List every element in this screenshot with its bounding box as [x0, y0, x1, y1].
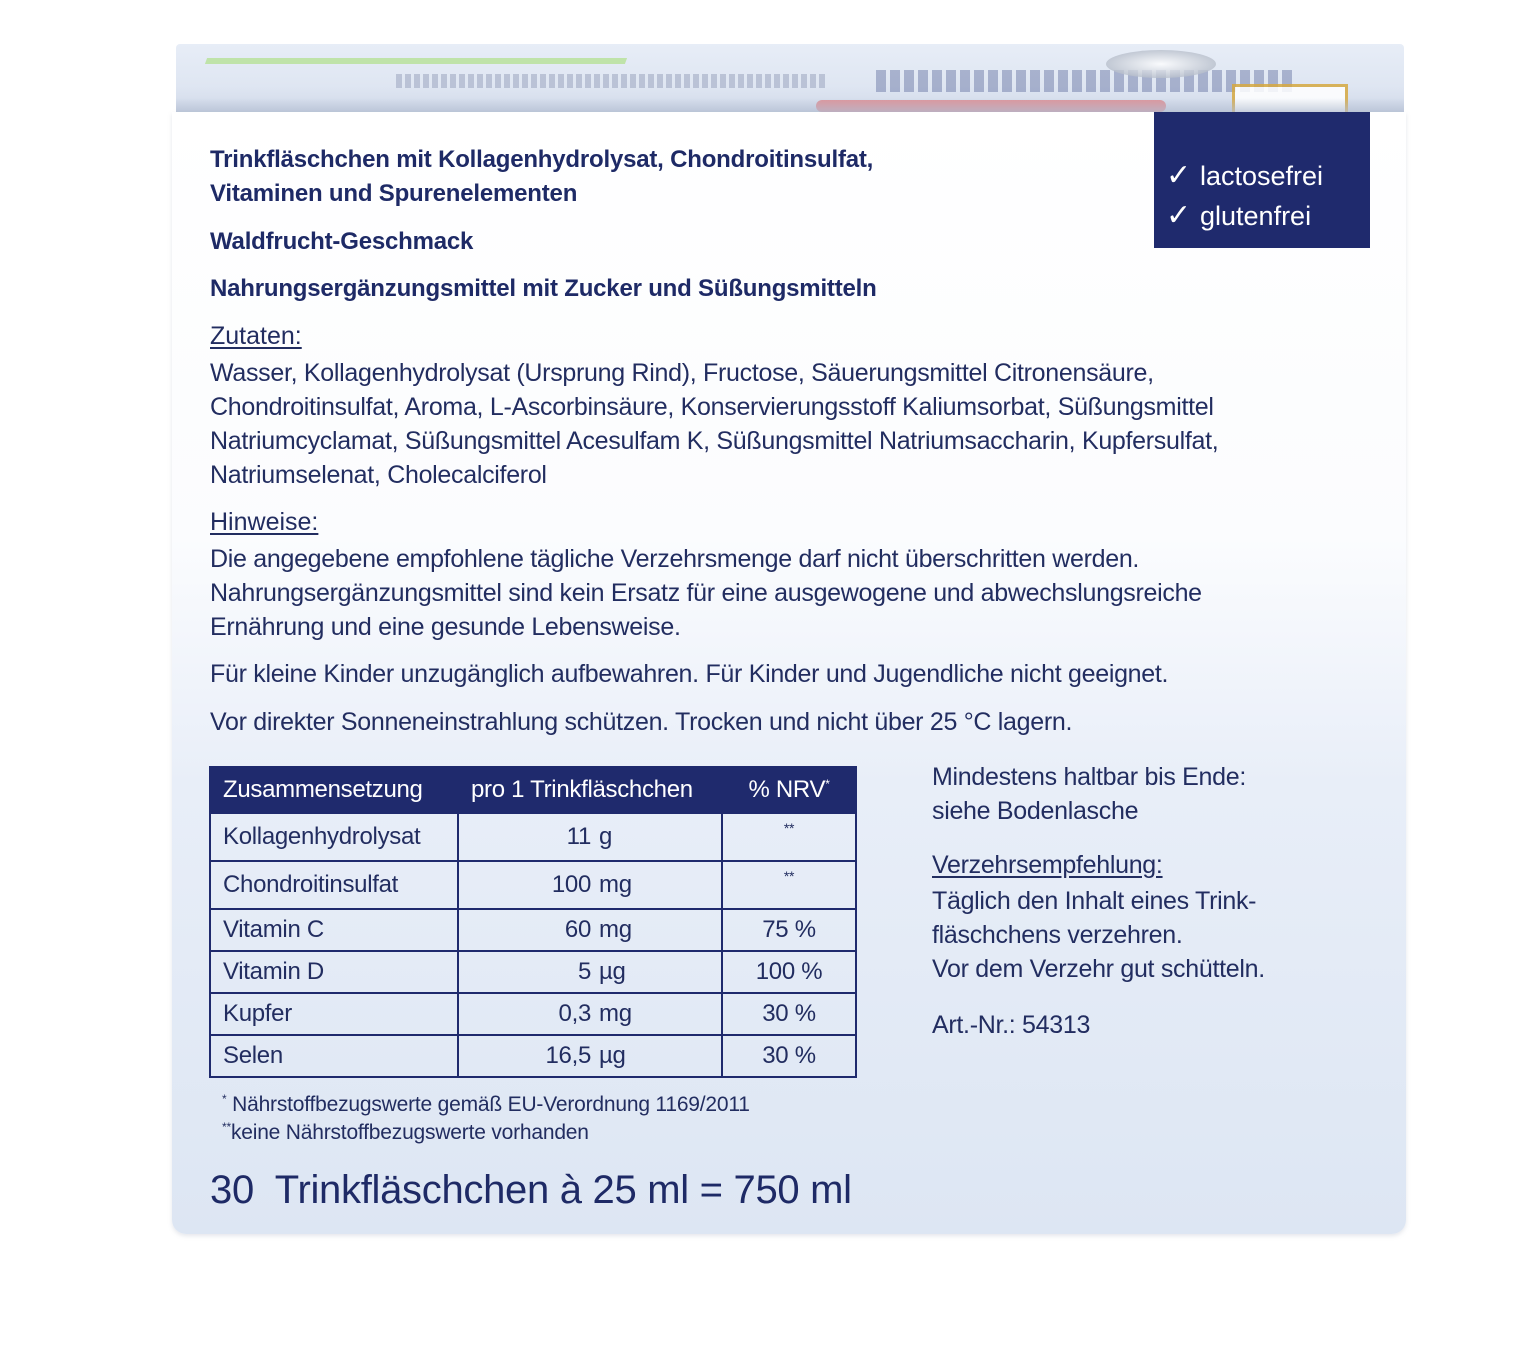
footnote-text: Nährstoffbezugswerte gemäß EU-Verordnung 1169/2011 — [232, 1093, 750, 1116]
ingredients-line: Wasser, Kollagenhydrolysat (Ursprung Rind), Fructose, Säuerungsmittel Citronensäure, — [210, 359, 1154, 387]
amount-value: 60 — [564, 916, 591, 943]
amount-unit: µg — [599, 958, 626, 985]
lactose-free-label: lactosefrei — [1200, 161, 1324, 191]
check-icon: ✓ — [1166, 199, 1192, 232]
table-row — [210, 861, 856, 909]
amount-unit: mg — [599, 1000, 632, 1027]
table-row — [210, 813, 856, 861]
nutrient-name: Selen — [210, 1035, 458, 1077]
table-header-row — [210, 767, 856, 813]
column-header-nrv — [722, 767, 856, 813]
notes-line: Die angegebene empfohlene tägliche Verzehrsmenge darf nicht überschritten werden. — [210, 545, 1140, 573]
nutrient-name: Kollagenhydrolysat — [210, 813, 458, 861]
lactose-free-line — [1166, 156, 1370, 196]
nutrient-nrv: 30 % — [722, 993, 856, 1035]
table-row — [210, 951, 856, 993]
ingredients-heading: Zutaten: — [210, 322, 302, 350]
nutrient-name: Vitamin C — [210, 909, 458, 951]
footnote-no-nrv — [222, 1120, 589, 1145]
amount-unit: mg — [599, 916, 632, 943]
gluten-free-line — [1166, 196, 1370, 236]
package-contents: 30 Trinkfläschchen à 25 ml = 750 ml — [210, 1168, 852, 1212]
nutrient-amount — [458, 951, 722, 993]
column-header-per-bottle: pro 1 Trinkfläschchen — [458, 767, 722, 813]
nrv-star: * — [825, 777, 830, 791]
notes-heading: Hinweise: — [210, 508, 319, 536]
nutrient-nrv: 30 % — [722, 1035, 856, 1077]
column-header-composition: Zusammensetzung — [210, 767, 458, 813]
amount-unit: µg — [599, 1042, 626, 1069]
nutrient-name: Chondroitinsulfat — [210, 861, 458, 909]
ingredients-line: Natriumselenat, Cholecalciferol — [210, 461, 547, 489]
flap-stripe — [205, 58, 627, 64]
nutrient-amount — [458, 1035, 722, 1077]
amount-unit: mg — [599, 871, 632, 898]
amount-value: 11 — [566, 823, 591, 850]
recommendation-line: Täglich den Inhalt eines Trink- — [932, 887, 1257, 915]
best-before-line-1: Mindestens haltbar bis Ende: — [932, 763, 1247, 791]
footnote-text: keine Nährstoffbezugswerte vorhanden — [230, 1121, 589, 1144]
nutrient-amount — [458, 993, 722, 1035]
amount-unit: g — [599, 823, 613, 850]
footnote-nrv — [222, 1092, 750, 1117]
free-from-badge — [1154, 112, 1370, 248]
amount-value: 0,3 — [558, 1000, 591, 1027]
check-icon: ✓ — [1166, 159, 1192, 192]
ingredients-line: Natriumcyclamat, Süßungsmittel Acesulfam K, Süßungsmittel Natriumsaccharin, Kupfersulfat, — [210, 427, 1219, 455]
box-top-flap — [176, 44, 1404, 114]
nutrient-name: Vitamin D — [210, 951, 458, 993]
nutrient-name: Kupfer — [210, 993, 458, 1035]
amount-value: 16,5 — [545, 1042, 591, 1069]
footnote-mark: ** — [222, 1120, 231, 1134]
nutrient-nrv: ** — [722, 861, 856, 909]
notes-line: Ernährung und eine gesunde Lebensweise. — [210, 613, 681, 641]
nutrition-table — [209, 766, 857, 1078]
amount-value: 100 — [551, 871, 591, 898]
title-line-2: Vitaminen und Spurenelementen — [210, 180, 578, 207]
recommendation-line: Vor dem Verzehr gut schütteln. — [932, 955, 1265, 983]
nutrient-nrv: ** — [722, 813, 856, 861]
recommendation-heading: Verzehrsempfehlung: — [932, 851, 1163, 879]
best-before-line-2: siehe Bodenlasche — [932, 797, 1139, 825]
notes-line: Nahrungsergänzungsmittel sind kein Ersatz für eine ausgewogene und abwechslungsreiche — [210, 579, 1202, 607]
nutrient-amount — [458, 813, 722, 861]
storage-note: Vor direkter Sonneneinstrahlung schützen. Trocken und nicht über 25 °C lagern. — [210, 708, 1073, 736]
amount-value: 5 — [577, 958, 591, 985]
nutrient-nrv: 100 % — [722, 951, 856, 993]
flavor: Waldfrucht-Geschmack — [210, 228, 474, 255]
footnote-mark: * — [222, 1092, 227, 1106]
nutrient-amount — [458, 861, 722, 909]
table-row — [210, 993, 856, 1035]
title-line-1: Trinkfläschchen mit Kollagenhydrolysat, Chondroitinsulfat, — [210, 146, 874, 173]
table-row — [210, 909, 856, 951]
recommendation-line: fläschchens verzehren. — [932, 921, 1183, 949]
table-row — [210, 1035, 856, 1077]
article-number: Art.-Nr.: 54313 — [932, 1011, 1091, 1039]
flap-bottle-cap — [1106, 50, 1216, 78]
ingredients-line: Chondroitinsulfat, Aroma, L-Ascorbinsäure, Konservierungsstoff Kaliumsorbat, Süßungsmittel — [210, 393, 1214, 421]
children-warning: Für kleine Kinder unzugänglich aufbewahren. Für Kinder und Jugendliche nicht geeignet. — [210, 660, 1169, 688]
nutrient-nrv: 75 % — [722, 909, 856, 951]
gluten-free-label: glutenfrei — [1200, 201, 1312, 231]
nrv-label: % NRV — [748, 776, 826, 803]
flap-print-1 — [396, 74, 826, 88]
category: Nahrungsergänzungsmittel mit Zucker und Süßungsmitteln — [210, 275, 877, 302]
nutrient-amount — [458, 909, 722, 951]
